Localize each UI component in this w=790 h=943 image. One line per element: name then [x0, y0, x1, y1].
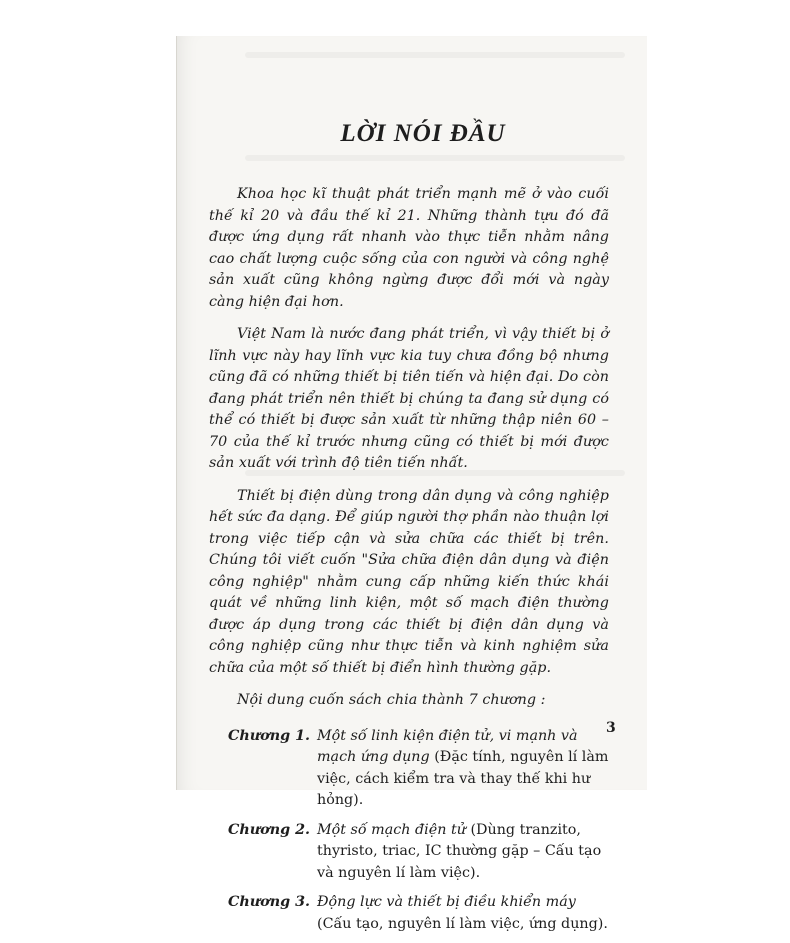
bleed-through-line	[245, 52, 625, 58]
paragraph: Nội dung cuốn sách chia thành 7 chương :	[237, 692, 546, 708]
page-number: 3	[606, 720, 616, 736]
chapter-item	[209, 820, 609, 885]
chapter-title: Một số mạch điện tử	[317, 821, 466, 838]
chapter-item	[209, 892, 609, 935]
preface-content	[209, 120, 609, 943]
chapter-detail: (Đặc tính, nguyên lí làm việc, cách kiểm tra và thay thế khi hư hỏng).	[317, 749, 609, 808]
chapter-list	[209, 726, 609, 936]
chapter-detail: (Dùng tranzito, thyristo, triac, IC thường gặp – Cấu tạo và nguyên lí làm việc).	[317, 821, 602, 881]
chapter-description	[317, 820, 609, 885]
chapter-title: Động lực và thiết bị điều khiển máy	[317, 894, 576, 910]
paragraph: Việt Nam là nước đang phát triển, vì vậy thiết bị ở lĩnh vực này hay lĩnh vực kia tuy chưa đồng bộ nhưng cũng đã có những thiết bị tiên tiến và hiện đại. Do còn đang phát triển nên thiết bị chúng ta đang sử dụng có thể có thiết bị được sản xuất từ những thập niên 60 – 70 của thế kỉ trước nhưng cũng có thiết bị mới được sản xuất với trình độ tiên tiến nhất.	[209, 326, 609, 471]
chapter-description	[317, 726, 609, 812]
page-title: LỜI NÓI ĐẦU	[340, 120, 506, 147]
paragraph: Khoa học kĩ thuật phát triển mạnh mẽ ở vào cuối thế kỉ 20 và đầu thế kỉ 21. Những thành tựu đó đã được ứng dụng rất nhanh vào thực tiễn nhằm nâng cao chất lượng cuộc sống của con người và công nghệ sản xuất cũng không ngừng được đổi mới và ngày càng hiện đại hơn.	[209, 186, 609, 310]
chapter-label: Chương 3.	[228, 894, 310, 910]
chapter-label: Chương 1.	[228, 727, 310, 744]
chapter-title: Một số linh kiện điện tử, vi mạnh và mạch ứng dụng	[317, 727, 578, 765]
chapter-item	[209, 726, 609, 812]
chapter-label: Chương 2.	[228, 821, 310, 838]
chapter-detail: (Cấu tạo, nguyên lí làm việc, ứng dụng).	[317, 915, 608, 932]
paragraph: Thiết bị điện dùng trong dân dụng và công nghiệp hết sức đa dạng. Để giúp người thợ phần nào thuận lợi trong việc tiếp cận và sửa chữa các thiết bị trên. Chúng tôi viết cuốn "Sửa chữa điện dân dụng và điện công nghiệp" nhằm cung cấp những kiến thức khái quát về những linh kiện, một số mạch điện thường được áp dụng trong các thiết bị điện dân dụng và công nghiệp cũng như thực tiễn và kinh nghiệm sửa chữa của một số thiết bị điển hình thường gặp.	[209, 487, 609, 676]
chapter-description	[317, 892, 609, 935]
